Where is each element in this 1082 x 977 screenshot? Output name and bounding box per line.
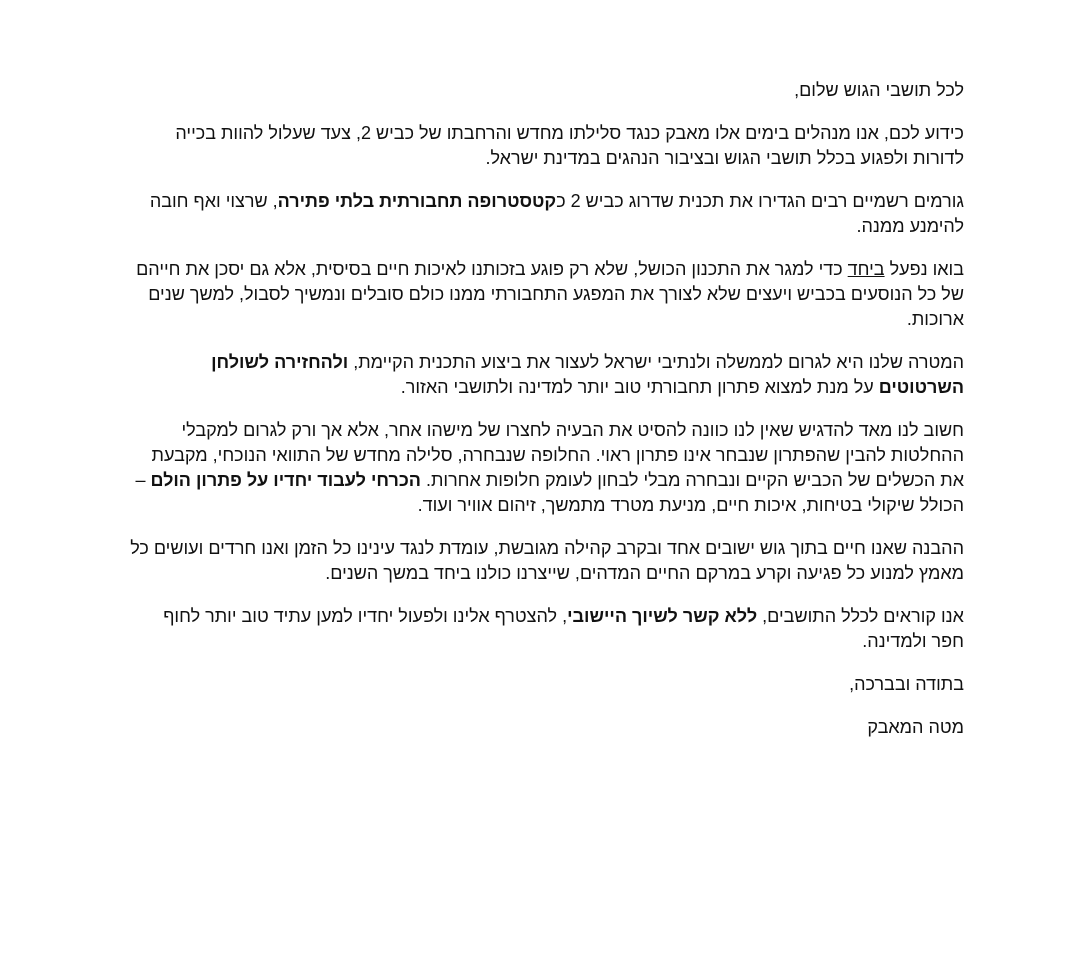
letter-document <box>130 78 964 758</box>
paragraph-call-to-action <box>130 604 964 654</box>
paragraph-text: חשוב לנו מאד להדגיש שאין לנו כוונה להסיט את הבעיה לחצרו של מישהו אחר, אלא אך ורק לגרום למקבלי ההחלטות להבין שהפתרון שנבחר אינו פתרון ראוי. החלופה שנבחרה, סלילה מחדש של התוואי הנוכחי, מקבעת את הכשלים של הכביש הקיים ונבחרה מבלי לבחון לעומק חלופות אחרות. <box>151 420 964 490</box>
emphasis-work-together: הכרחי לעבוד יחדיו על פתרון הולם <box>150 470 421 490</box>
letter-greeting: לכל תושבי הגוש שלום, <box>794 80 964 100</box>
paragraph-text: כדי למגר את התכנון הכושל, שלא רק פוגע בזכותנו לאיכות חיים בסיסית, אלא גם יסכן את חייהם של כל הנוסעים בכביש ויעצים שלא לצורך את המפגע התחבורתי ממנו כולם סובלים ונמשיך לסבול, למשך שנים ארוכות. <box>136 259 964 329</box>
paragraph-text: אנו קוראים לכלל התושבים, <box>757 606 964 626</box>
paragraph-community: ההבנה שאנו חיים בתוך גוש ישובים אחד ובקרב קהילה מגובשת, עומדת לנגד עינינו כל הזמן ואנו חרדים ועושים כל מאמץ למנוע כל פגיעה וקרע במרקם החיים המדהים, שייצרנו כולנו ביחד במשך השנים. <box>130 538 964 583</box>
paragraph-text: – הכולל שיקולי בטיחות, איכות חיים, מניעת מטרד מתמשך, זיהום אוויר ועוד. <box>135 470 964 515</box>
letter-closing: בתודה ובברכה, <box>849 674 964 694</box>
paragraph-text: על מנת למצוא פתרון תחבורתי טוב יותר למדינה ולתושבי האזור. <box>400 377 879 397</box>
paragraph-text: המטרה שלנו היא לגרום לממשלה ולנתיבי ישראל לעצור את ביצוע התכנית הקיימת, <box>348 352 964 372</box>
letter-signature: מטה המאבק <box>867 717 964 737</box>
paragraph-struggle-intro: כידוע לכם, אנו מנהלים בימים אלו מאבק כנגד סלילתו מחדש והרחבתו של כביש 2, צעד שעלול להוות בכייה לדורות ולפגוע בכלל תושבי הגוש ובציבור הנהגים במדינת ישראל. <box>175 123 964 168</box>
emphasis-no-affiliation: ללא קשר לשיוך היישובי <box>567 606 758 626</box>
paragraph-goal <box>130 350 964 400</box>
emphasis-catastrophe: קטסטרופה תחבורתית בלתי פתירה <box>277 191 557 211</box>
paragraph-text: , להצטרף אלינו ולפעול יחדיו למען עתיד טוב יותר לחוף חפר ולמדינה. <box>163 606 964 651</box>
paragraph-act-together <box>130 257 964 332</box>
paragraph-text: גורמים רשמיים רבים הגדירו את תכנית שדרוג כביש 2 כ <box>556 191 964 211</box>
paragraph-clarification <box>130 418 964 518</box>
paragraph-text: , שרצוי ואף חובה להימנע ממנה. <box>149 191 964 236</box>
paragraph-text: בואו נפעל <box>884 259 964 279</box>
paragraph-officials-definition <box>130 189 964 239</box>
emphasis-drawing-board: ולהחזירה לשולחן השרטוטים <box>211 352 964 397</box>
emphasis-together: ביחד <box>847 259 885 279</box>
